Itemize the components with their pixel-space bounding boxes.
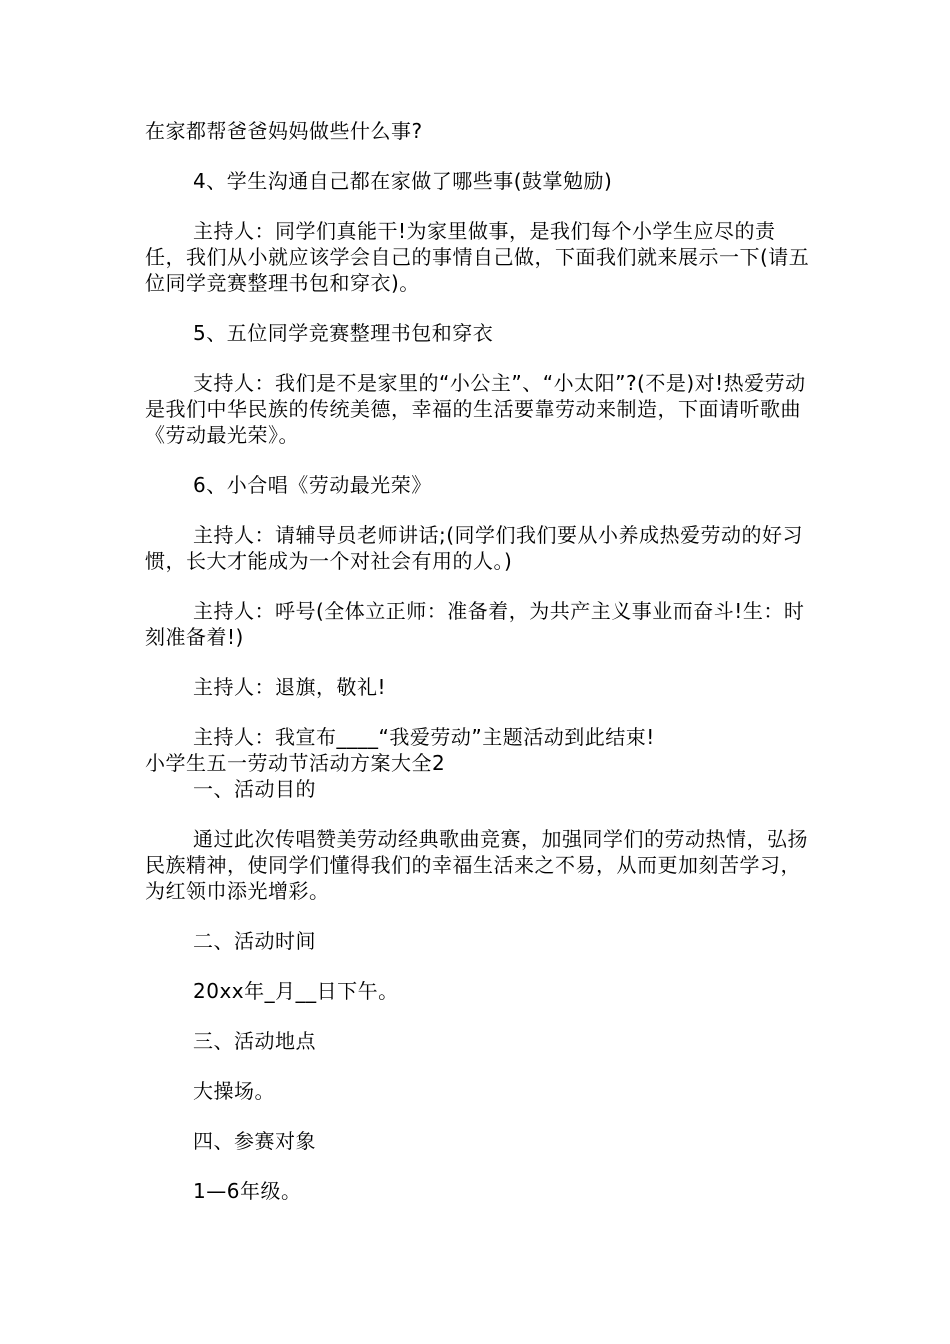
- heading-location: 三、活动地点: [193, 1029, 316, 1053]
- document-body: [145, 118, 815, 1204]
- paragraph-host-song-intro: 支持人：我们是不是家里的“小公主”、“小太阳”?(不是)对!热爱劳动是我们中华民族的传统美德，幸福的生活要靠劳动来制造，下面请听歌曲《劳动最光荣》。: [145, 371, 806, 447]
- paragraph-purpose: 通过此次传唱赞美劳动经典歌曲竞赛，加强同学们的劳动热情，弘扬民族精神，使同学们懂得我们的幸福生活来之不易，从而更加刻苦学习，为红领巾添光增彩。: [145, 827, 808, 903]
- paragraph-host-praise: 主持人：同学们真能干!为家里做事，是我们每个小学生应尽的责任，我们从小就应该学会自己的事情自己做，下面我们就来展示一下(请五位同学竞赛整理书包和穿衣)。: [145, 219, 810, 295]
- heading-time: 二、活动时间: [193, 929, 316, 953]
- heading-purpose: 一、活动目的: [193, 777, 316, 801]
- paragraph-location: 大操场。: [193, 1079, 275, 1103]
- paragraph-participants: 1—6年级。: [193, 1179, 302, 1203]
- paragraph-host-closing: 主持人：我宣布____“我爱劳动”主题活动到此结束!: [193, 725, 655, 749]
- paragraph-step-5: 5、五位同学竞赛整理书包和穿衣: [193, 321, 494, 345]
- paragraph-step-4: 4、学生沟通自己都在家做了哪些事(鼓掌勉励): [193, 169, 613, 193]
- heading-participants: 四、参赛对象: [193, 1129, 316, 1153]
- paragraph-host-flag: 主持人：退旗，敬礼!: [193, 675, 387, 699]
- paragraph-step-6: 6、小合唱《劳动最光荣》: [193, 473, 432, 497]
- paragraph-time: 20xx年_月__日下午。: [193, 979, 399, 1003]
- paragraph-host-counselor: 主持人：请辅导员老师讲话;(同学们我们要从小养成热爱劳动的好习惯，长大才能成为一个对社会有用的人。): [145, 523, 804, 573]
- section-title: 小学生五一劳动节活动方案大全2: [145, 751, 446, 775]
- paragraph-intro-question: 在家都帮爸爸妈妈做些什么事?: [145, 119, 423, 143]
- paragraph-host-slogan: 主持人：呼号(全体立正师：准备着，为共产主义事业而奋斗!生：时刻准备着!): [145, 599, 805, 649]
